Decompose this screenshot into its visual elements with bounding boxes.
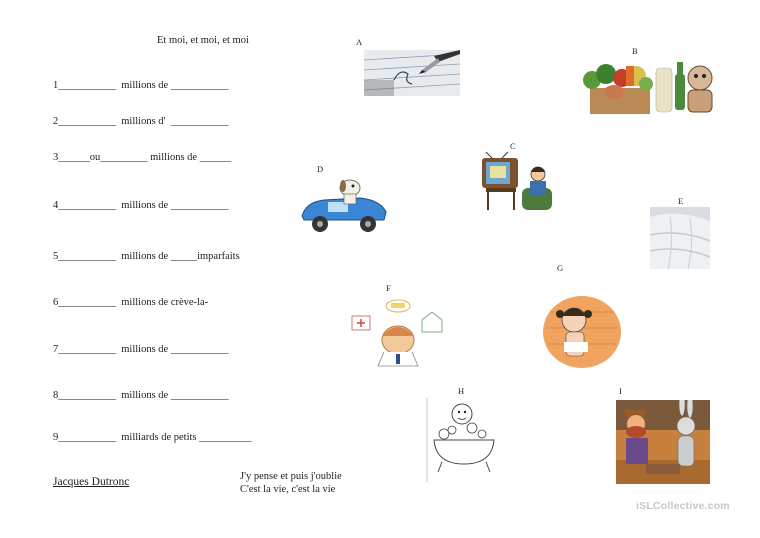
picture-g-girl-in-sauna <box>542 292 622 370</box>
picture-d-dog-driving-car <box>298 176 390 236</box>
fill-line-1: 1___________ millions de ___________ <box>53 80 229 91</box>
picture-f-worried-person <box>350 296 446 368</box>
fill-line-4: 4___________ millions de ___________ <box>53 200 229 211</box>
picture-label-a: A <box>356 37 363 47</box>
watermark: iSLCollective.com <box>636 500 730 512</box>
picture-label-h: H <box>458 386 465 396</box>
picture-i-rabbit-and-man <box>616 400 710 484</box>
picture-label-c: C <box>510 141 516 151</box>
picture-h-child-in-bathtub <box>426 398 502 482</box>
worksheet-title: Et moi, et moi, et moi <box>157 35 249 46</box>
fill-line-6: 6___________ millions de crève-la- <box>53 297 209 308</box>
picture-a-pen-on-paper <box>364 50 460 96</box>
picture-label-i: I <box>619 386 622 396</box>
quote-line-1: J'y pense et puis j'oublie <box>240 471 342 482</box>
picture-label-b: B <box>632 46 638 56</box>
fill-line-3: 3______ou_________ millions de ______ <box>53 152 232 163</box>
fill-line-5: 5___________ millions de _____imparfaits <box>53 251 240 262</box>
fill-line-2: 2___________ millions d' ___________ <box>53 116 229 127</box>
song-author: Jacques Dutronc <box>53 476 130 488</box>
fill-line-8: 8___________ millions de ___________ <box>53 390 229 401</box>
picture-label-d: D <box>317 164 324 174</box>
picture-label-f: F <box>386 283 391 293</box>
fill-line-7: 7___________ millions de ___________ <box>53 344 229 355</box>
fill-line-9: 9___________ milliards de petits __________ <box>53 432 252 443</box>
song-quote <box>240 470 342 496</box>
picture-b-groceries <box>580 58 720 116</box>
picture-e-duvet <box>650 207 710 269</box>
picture-label-e: E <box>678 196 684 206</box>
quote-line-2: C'est la vie, c'est la vie <box>240 484 336 495</box>
picture-label-g: G <box>557 263 564 273</box>
picture-c-watching-tv <box>478 152 560 214</box>
